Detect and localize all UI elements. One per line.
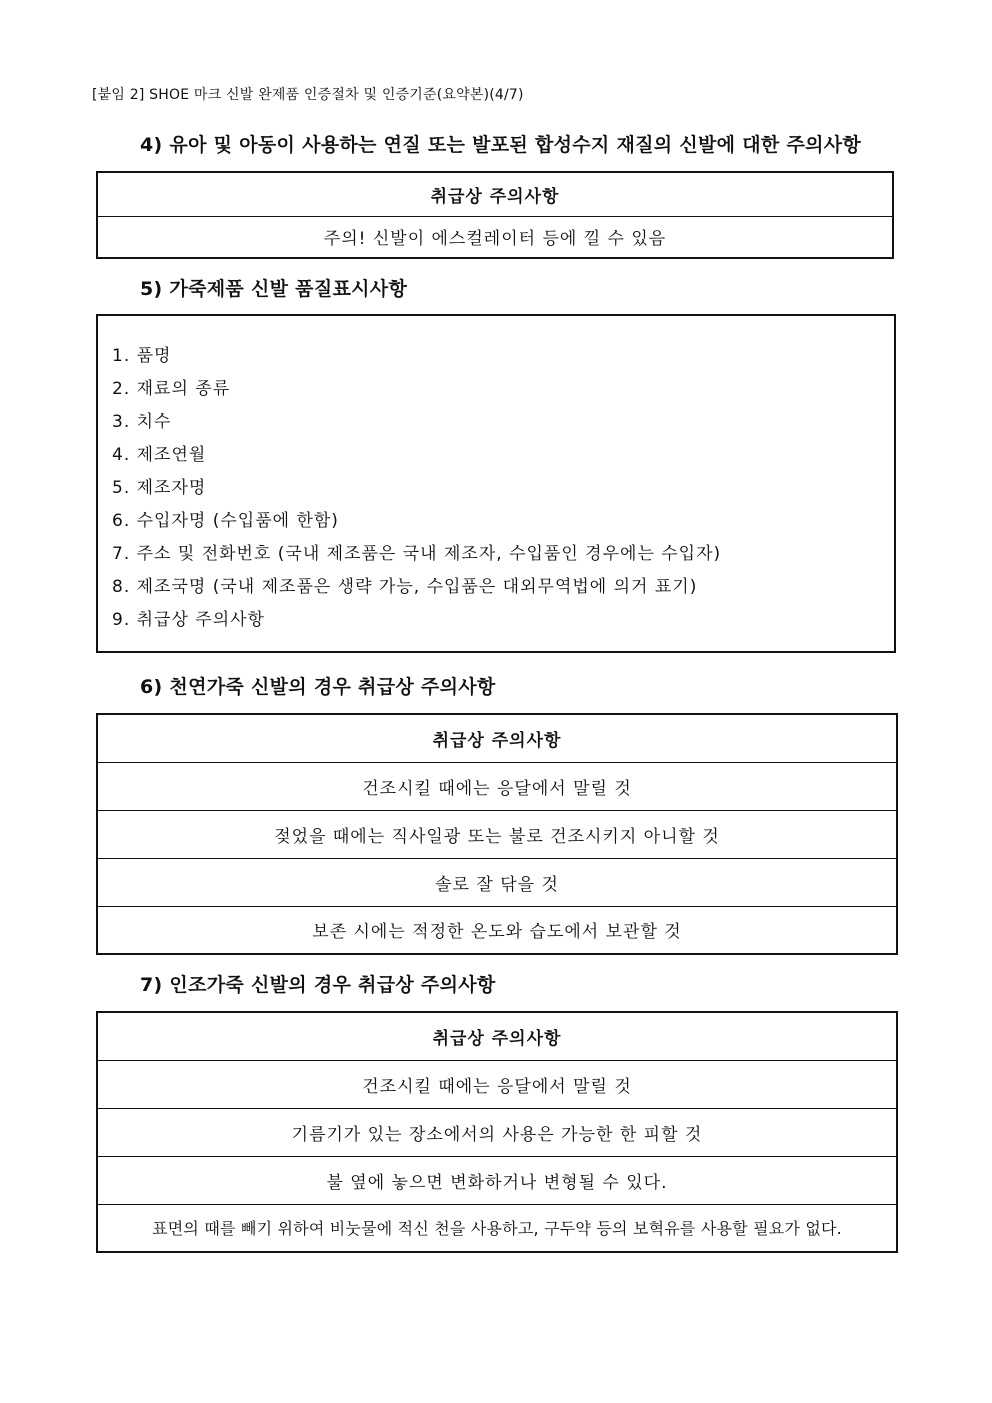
section-4-title: 4) 유아 및 아동이 사용하는 연질 또는 발포된 합성수지 재질의 신발에 대한 주의사항 <box>140 134 862 156</box>
table-row: 젖었을 때에는 직사일광 또는 불로 건조시키지 아니할 것 <box>97 810 897 858</box>
table-row: 건조시킬 때에는 응달에서 말릴 것 <box>97 1060 897 1108</box>
section-6-title: 6) 천연가죽 신발의 경우 취급상 주의사항 <box>140 676 496 698</box>
document-header: [붙임 2] SHOE 마크 신발 완제품 인증절차 및 인증기준(요약본)(4/7) <box>92 87 524 103</box>
table-row: 불 옆에 놓으면 변화하거나 변형될 수 있다. <box>97 1156 897 1204</box>
list-item: 3. 치수 <box>112 412 172 432</box>
section-7-caution-table <box>96 1011 898 1253</box>
section-6-caution-table <box>96 713 898 955</box>
table-header: 취급상 주의사항 <box>432 730 562 751</box>
table-row: 건조시킬 때에는 응달에서 말릴 것 <box>97 762 897 810</box>
table-header: 취급상 주의사항 <box>432 1028 562 1049</box>
table-row: 기름기가 있는 장소에서의 사용은 가능한 한 피할 것 <box>97 1108 897 1156</box>
list-item: 4. 제조연월 <box>112 445 207 465</box>
list-item: 2. 재료의 종류 <box>112 379 231 399</box>
table-row: 표면의 때를 빼기 위하여 비눗물에 적신 천을 사용하고, 구두약 등의 보혁유를 사용할 필요가 없다. <box>97 1204 897 1252</box>
table-row: 솔로 잘 닦을 것 <box>97 858 897 906</box>
table-row: 주의! 신발이 에스컬레이터 등에 낄 수 있음 <box>97 216 893 258</box>
quality-label-list <box>112 340 721 637</box>
section-7-title: 7) 인조가죽 신발의 경우 취급상 주의사항 <box>140 974 496 996</box>
table-header: 취급상 주의사항 <box>430 186 560 207</box>
list-item: 5. 제조자명 <box>112 478 207 498</box>
list-item: 6. 수입자명 (수입품에 한함) <box>112 511 339 531</box>
table-row: 보존 시에는 적정한 온도와 습도에서 보관할 것 <box>97 906 897 954</box>
list-item: 1. 품명 <box>112 346 172 366</box>
list-item: 7. 주소 및 전화번호 (국내 제조품은 국내 제조자, 수입품인 경우에는 수입자) <box>112 544 722 564</box>
list-item: 8. 제조국명 (국내 제조품은 생략 가능, 수입품은 대외무역법에 의거 표기) <box>112 577 698 597</box>
quality-label-list-box <box>96 314 896 653</box>
section-5-title: 5) 가죽제품 신발 품질표시사항 <box>140 278 408 300</box>
list-item: 9. 취급상 주의사항 <box>112 610 265 630</box>
section-4-caution-table <box>96 171 894 259</box>
